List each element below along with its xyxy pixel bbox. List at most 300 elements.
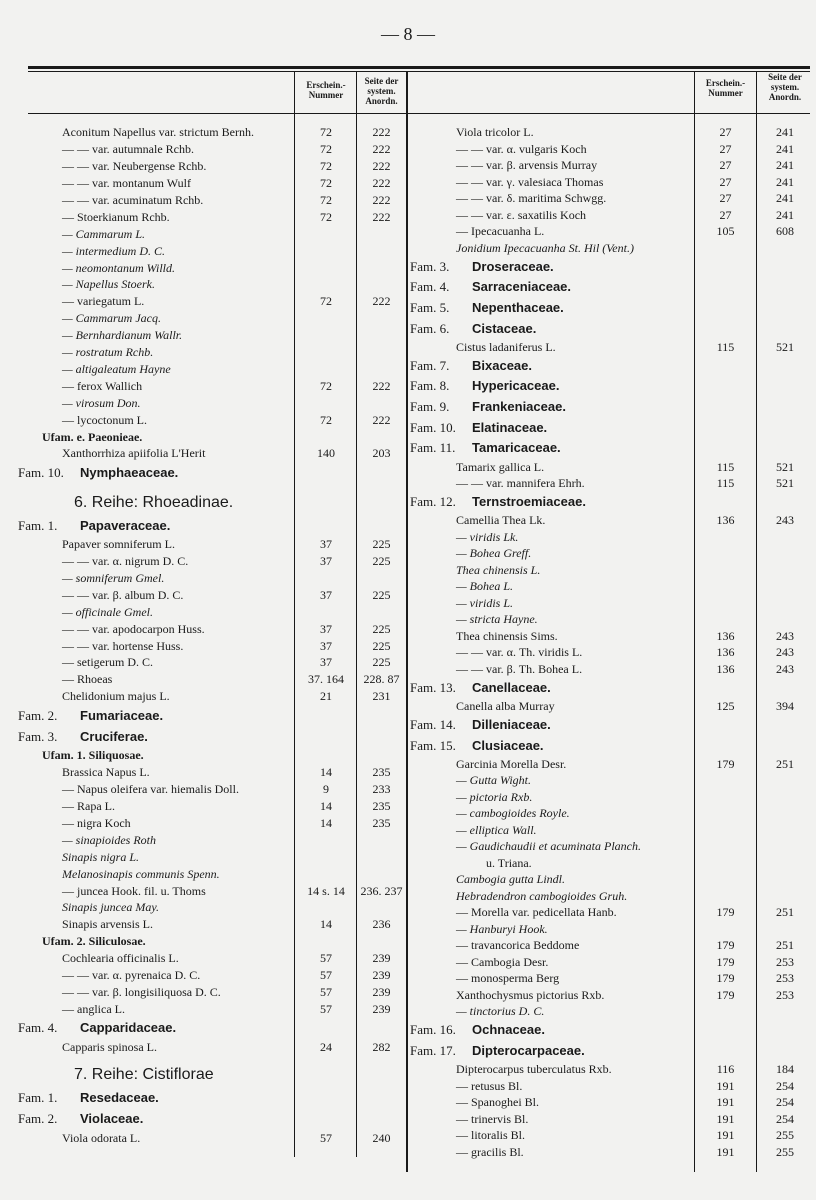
species-name: Garcinia Morella Desr. — [456, 756, 567, 771]
family-number: Fam. 3. — [18, 728, 58, 744]
system-page: 222 — [372, 378, 391, 393]
system-page: 394 — [776, 698, 794, 713]
species-entry — [0, 1127, 816, 1143]
appearance-number: 179 — [716, 756, 735, 771]
species-name: Cambogia gutta Lindl. — [456, 872, 566, 887]
species-entry — [0, 475, 816, 491]
family-name: Canellaceae. — [472, 679, 551, 695]
species-name: Brassica Napus L. — [62, 765, 150, 780]
appearance-number: 179 — [716, 905, 735, 920]
species-name: — — var. hortense Huss. — [62, 638, 184, 653]
species-name: — — var. α. vulgaris Koch — [456, 141, 587, 156]
system-page: 236. 237 — [360, 883, 403, 898]
system-page: 253 — [776, 971, 794, 986]
system-page: 239 — [372, 984, 391, 999]
system-page: 222 — [372, 193, 391, 208]
appearance-number: 37. 164 — [308, 672, 344, 687]
family-heading — [410, 398, 688, 416]
appearance-number: 105 — [716, 224, 735, 239]
species-entry — [0, 698, 816, 714]
species-name: — Ipecacuanha L. — [456, 224, 545, 239]
subfamily-name: Ufam. 2. Siliculosae. — [42, 934, 146, 949]
species-name: — elliptica Wall. — [456, 822, 537, 837]
species-name: — officinale Gmel. — [62, 604, 153, 619]
appearance-number: 191 — [716, 1128, 735, 1143]
species-entry — [0, 1094, 816, 1110]
system-page: 228. 87 — [363, 672, 400, 687]
appearance-number: 14 — [320, 917, 332, 932]
species-name: — — var. γ. valesiaca Thomas — [456, 174, 604, 189]
subfamily-name: Ufam. e. Paeonieae. — [42, 429, 143, 444]
species-name: — viridis Lk. — [456, 529, 519, 544]
family-name: Papaveraceae. — [80, 517, 171, 533]
appearance-number: 72 — [320, 378, 332, 393]
family-number: Fam. 4. — [410, 279, 450, 295]
family-heading — [410, 439, 688, 457]
family-heading — [410, 278, 688, 296]
system-page: 241 — [776, 125, 794, 140]
family-name: Cistaceae. — [472, 320, 537, 336]
species-entry — [0, 595, 816, 611]
species-name: — — var. α. Th. viridis L. — [456, 645, 583, 660]
appearance-number: 14 — [320, 765, 332, 780]
species-name: Jonidium Ipecacuanha St. Hil (Vent.) — [456, 240, 634, 255]
system-page: 253 — [776, 987, 794, 1002]
species-name: — cambogioides Royle. — [456, 806, 570, 821]
species-entry — [0, 174, 816, 190]
system-page: 255 — [776, 1128, 794, 1143]
species-entry — [0, 124, 816, 140]
species-name: — travancorica Beddome — [456, 938, 580, 953]
system-page: 235 — [372, 799, 391, 814]
species-entry — [0, 954, 816, 970]
appearance-number: 27 — [719, 191, 732, 206]
family-number: Fam. 16. — [410, 1022, 456, 1038]
family-name: Ternstroemiaceae. — [472, 493, 586, 509]
appearance-number: 72 — [320, 176, 332, 191]
system-page: 239 — [372, 1001, 391, 1016]
species-entry — [0, 578, 816, 594]
species-name: — Cammarum Jacq. — [62, 311, 161, 326]
family-number: Fam. 6. — [410, 320, 450, 336]
family-heading — [410, 357, 688, 375]
species-name: Viola odorata L. — [62, 1130, 141, 1145]
appearance-number: 72 — [320, 209, 332, 224]
appearance-number: 179 — [716, 971, 735, 986]
appearance-number: 72 — [320, 412, 332, 427]
family-heading — [410, 1042, 688, 1060]
species-name: — stricta Hayne. — [456, 612, 538, 627]
appearance-number: 125 — [716, 698, 735, 713]
family-number: Fam. 10. — [18, 464, 64, 480]
appearance-number: 27 — [719, 207, 732, 222]
family-name: Frankeniaceae. — [472, 399, 566, 415]
system-page: 521 — [776, 459, 794, 474]
family-number: Fam. 17. — [410, 1042, 456, 1058]
family-name: Cruciferae. — [80, 728, 148, 744]
family-number: Fam. 5. — [410, 299, 450, 315]
family-name: Capparidaceae. — [80, 1020, 177, 1036]
appearance-number: 9 — [323, 782, 329, 797]
species-name: — Napus oleifera var. hiemalis Doll. — [62, 782, 239, 797]
species-name: — — var. Neubergense Rchb. — [62, 159, 207, 174]
species-name: — — var. β. longisiliquosa D. C. — [62, 984, 221, 999]
species-name: Cochlearia officinalis L. — [62, 951, 179, 966]
appearance-number: 136 — [716, 628, 735, 643]
species-entry — [0, 644, 816, 660]
family-heading — [410, 716, 688, 734]
system-page: 225 — [372, 621, 391, 636]
species-name: — tinctorius D. C. — [456, 1004, 545, 1019]
system-page: 225 — [372, 638, 391, 653]
species-name: — Rapa L. — [62, 799, 115, 814]
system-page: 241 — [776, 174, 794, 189]
species-entry — [0, 921, 816, 937]
species-entry — [0, 512, 816, 528]
system-page: 222 — [372, 294, 391, 309]
species-entry — [0, 871, 816, 887]
system-page: 222 — [372, 176, 391, 191]
system-page: 243 — [776, 661, 794, 676]
species-name: — retusus Bl. — [456, 1078, 523, 1093]
family-name: Sarraceniaceae. — [472, 279, 572, 295]
appearance-number: 37 — [320, 587, 332, 602]
species-entry — [0, 855, 816, 871]
appearance-number: 57 — [320, 984, 332, 999]
species-name: Xanthochysmus pictorius Rxb. — [456, 987, 605, 1002]
appearance-number: 37 — [320, 537, 332, 552]
appearance-number: 37 — [320, 655, 332, 670]
species-entry — [0, 378, 816, 394]
family-number: Fam. 2. — [18, 707, 58, 723]
species-name: — virosum Don. — [62, 395, 141, 410]
appearance-number: 191 — [716, 1111, 735, 1126]
species-entry — [0, 1003, 816, 1019]
system-page: 282 — [372, 1039, 391, 1054]
species-name: — Bohea Greff. — [456, 546, 532, 561]
species-entry — [0, 838, 816, 854]
system-page: 203 — [372, 446, 391, 461]
appearance-number: 72 — [320, 142, 332, 157]
appearance-number: 37 — [320, 554, 332, 569]
family-name: Violaceae. — [80, 1111, 144, 1127]
species-name: — somniferum Gmel. — [62, 570, 165, 585]
species-entry — [0, 1111, 816, 1127]
species-name: — rostratum Rchb. — [62, 345, 154, 360]
species-name: Tamarix gallica L. — [456, 459, 545, 474]
system-page: 231 — [372, 689, 391, 704]
page-number: — 8 — — [381, 24, 435, 44]
species-name: — variegatum L. — [62, 294, 145, 309]
system-page: 239 — [372, 967, 391, 982]
species-name: Dipterocarpus tuberculatus Rxb. — [456, 1062, 612, 1077]
family-name: Fumariaceae. — [80, 707, 164, 723]
appearance-number: 191 — [716, 1144, 735, 1159]
appearance-number: 57 — [320, 967, 332, 982]
system-page: 225 — [372, 587, 391, 602]
species-name: — litoralis Bl. — [456, 1128, 525, 1143]
species-name: — Gaudichaudii et acuminata Planch. — [456, 839, 641, 854]
species-name: Hebradendron cambogioides Gruh. — [456, 888, 628, 903]
appearance-number: 72 — [320, 193, 332, 208]
species-entry — [0, 904, 816, 920]
species-name: — altigaleatum Hayne — [62, 361, 171, 376]
system-page: 222 — [372, 412, 391, 427]
species-entry — [0, 611, 816, 627]
appearance-number: 140 — [317, 446, 335, 461]
species-name: — — var. apodocarpon Huss. — [62, 621, 205, 636]
species-name: Papaver somniferum L. — [62, 537, 175, 552]
species-name: Canella alba Murray — [456, 698, 555, 713]
species-name: — nigra Koch — [62, 815, 131, 830]
species-entry — [0, 157, 816, 173]
species-entry — [0, 207, 816, 223]
species-name: — juncea Hook. fil. u. Thoms — [62, 883, 206, 898]
appearance-number: 14 — [320, 799, 332, 814]
appearance-number: 37 — [320, 638, 332, 653]
system-page: 243 — [776, 513, 794, 528]
species-entry — [0, 628, 816, 644]
family-heading — [410, 1021, 688, 1039]
family-name: Droseraceae. — [472, 258, 554, 274]
species-entry — [0, 1061, 816, 1077]
appearance-number: 191 — [716, 1078, 735, 1093]
species-name: — setigerum D. C. — [62, 655, 153, 670]
species-name: Camellia Thea Lk. — [456, 513, 546, 528]
header-right-num: Erschein.- Nummer — [705, 78, 746, 98]
system-page: 222 — [372, 142, 391, 157]
species-entry — [0, 822, 816, 838]
appearance-number: 179 — [716, 938, 735, 953]
species-entry — [0, 529, 816, 545]
family-number: Fam. 12. — [410, 493, 456, 509]
species-entry — [0, 756, 816, 772]
appearance-number: 37 — [320, 621, 332, 636]
appearance-number: 14 s. 14 — [307, 883, 345, 898]
species-entry — [0, 361, 816, 377]
species-entry — [0, 789, 816, 805]
appearance-number: 115 — [716, 459, 735, 474]
family-heading — [410, 679, 688, 697]
species-entry — [0, 661, 816, 677]
header-right-seite: Seite der system. Anordn. — [768, 72, 802, 102]
family-name: Tamaricaceae. — [472, 440, 561, 456]
species-name: — — var. β. arvensis Murray — [456, 158, 598, 173]
system-page: 225 — [372, 655, 391, 670]
family-number: Fam. 9. — [410, 399, 450, 415]
species-entry — [0, 459, 816, 475]
family-number: Fam. 1. — [18, 1089, 58, 1105]
species-name: — anglica L. — [62, 1001, 125, 1016]
family-number: Fam. 10. — [410, 419, 456, 435]
species-name: Sinapis nigra L. — [62, 849, 140, 864]
species-entry — [0, 888, 816, 904]
system-page: 243 — [776, 628, 794, 643]
header-left-num: Erschein.- Nummer — [306, 80, 346, 100]
species-entry — [0, 339, 816, 355]
species-name: — trinervis Bl. — [456, 1111, 529, 1126]
species-name: — — var. autumnale Rchb. — [62, 142, 194, 157]
species-name: — — var. ε. saxatilis Koch — [456, 207, 587, 222]
species-name: Sinapis juncea May. — [62, 900, 159, 915]
species-name: — — var. β. album D. C. — [62, 587, 184, 602]
family-number: Fam. 2. — [18, 1111, 58, 1127]
appearance-number: 27 — [719, 125, 732, 140]
system-page: 222 — [372, 159, 391, 174]
family-number: Fam. 8. — [410, 378, 450, 394]
species-name: — viridis L. — [456, 595, 514, 610]
species-entry — [0, 293, 816, 309]
species-name: Sinapis arvensis L. — [62, 917, 153, 932]
species-name: Cistus ladaniferus L. — [456, 339, 556, 354]
system-page: 235 — [372, 815, 391, 830]
species-entry — [0, 1144, 816, 1160]
species-name: Aconitum Napellus var. strictum Bernh. — [62, 125, 254, 140]
system-page: 184 — [776, 1062, 794, 1077]
appearance-number: 191 — [716, 1095, 735, 1110]
species-name: — neomontanum Willd. — [62, 260, 175, 275]
family-name: Hypericaceae. — [472, 378, 560, 394]
system-page: 239 — [372, 951, 391, 966]
family-name: Nepenthaceae. — [472, 299, 564, 315]
species-entry — [0, 395, 816, 411]
family-heading — [410, 258, 688, 276]
species-entry — [0, 937, 816, 953]
species-entry — [0, 987, 816, 1003]
species-name: — — var. acuminatum Rchb. — [62, 193, 204, 208]
appearance-number: 115 — [716, 476, 735, 491]
species-name: — ferox Wallich — [62, 378, 143, 393]
species-name: — lycoctonum L. — [62, 412, 147, 427]
species-name: — Cammarum L. — [62, 226, 146, 241]
system-page: 225 — [372, 554, 391, 569]
appearance-number: 27 — [719, 141, 732, 156]
system-page: 521 — [776, 339, 794, 354]
family-name: Nymphaeaceae. — [80, 464, 179, 480]
system-page: 241 — [776, 191, 794, 206]
subfamily-entry — [0, 429, 816, 445]
appearance-number: 179 — [716, 954, 735, 969]
system-page: 235 — [372, 765, 391, 780]
species-name: Thea chinensis Sims. — [456, 628, 558, 643]
species-name: — Spanoghei Bl. — [456, 1095, 539, 1110]
species-name: — — var. β. Th. Bohea L. — [456, 661, 583, 676]
family-name: Ochnaceae. — [472, 1022, 545, 1038]
species-name: — pictoria Rxb. — [456, 789, 533, 804]
family-heading — [410, 377, 688, 395]
top-rule-thin — [28, 71, 810, 72]
species-entry — [0, 141, 816, 157]
species-name: Melanosinapis communis Spenn. — [62, 866, 220, 881]
family-name: Dipterocarpaceae. — [472, 1042, 585, 1058]
appearance-number: 57 — [320, 1001, 332, 1016]
family-name: Elatinaceae. — [472, 419, 548, 435]
species-entry — [0, 223, 816, 239]
species-name: — Hanburyi Hook. — [456, 921, 548, 936]
species-name: — Gutta Wight. — [456, 773, 532, 788]
species-entry — [0, 310, 816, 326]
family-number: Fam. 3. — [410, 258, 450, 274]
family-number: Fam. 11. — [410, 440, 456, 456]
family-number: Fam. 13. — [410, 679, 456, 695]
species-name: Viola tricolor L. — [456, 125, 534, 140]
species-name: — — var. α. nigrum D. C. — [62, 554, 189, 569]
system-page: 222 — [372, 125, 391, 140]
appearance-number: 27 — [719, 158, 732, 173]
species-entry — [0, 1078, 816, 1094]
family-number: Fam. 7. — [410, 357, 450, 373]
system-page: 254 — [776, 1095, 794, 1110]
system-page: 241 — [776, 158, 794, 173]
species-name: Chelidonium majus L. — [62, 689, 170, 704]
species-entry — [0, 276, 816, 295]
species-name: — Bernhardianum Wallr. — [62, 328, 183, 343]
species-name: — monosperma Berg — [456, 971, 560, 986]
species-entry — [0, 772, 816, 788]
family-heading — [410, 493, 688, 511]
species-entry — [0, 562, 816, 578]
appearance-number: 27 — [719, 174, 732, 189]
appearance-number: 179 — [716, 987, 735, 1002]
family-number: Fam. 14. — [410, 716, 456, 732]
species-name: — gracilis Bl. — [456, 1144, 524, 1159]
system-page: 251 — [776, 756, 794, 771]
system-page: 254 — [776, 1111, 794, 1126]
family-heading — [18, 1019, 290, 1037]
appearance-number: 72 — [320, 125, 332, 140]
appearance-number: 14 — [320, 815, 332, 830]
system-page: 521 — [776, 476, 794, 491]
header-left-seite: Seite der system. Anordn. — [364, 76, 399, 106]
appearance-number: 116 — [716, 1062, 735, 1077]
system-page: 236 — [372, 917, 391, 932]
species-entry — [0, 1039, 816, 1055]
species-name: Thea chinensis L. — [456, 562, 541, 577]
species-entry — [0, 805, 816, 821]
appearance-number: 57 — [320, 1130, 332, 1145]
appearance-number: 136 — [716, 513, 735, 528]
system-page: 240 — [372, 1130, 391, 1145]
species-name: — Stoerkianum Rchb. — [62, 209, 170, 224]
species-name: Capparis spinosa L. — [62, 1039, 157, 1054]
family-name: Clusiaceae. — [472, 737, 544, 753]
appearance-number: 115 — [716, 339, 735, 354]
system-page: 251 — [776, 938, 794, 953]
species-name: — — var. mannifera Ehrh. — [456, 476, 585, 491]
family-number: Fam. 15. — [410, 737, 456, 753]
family-heading — [410, 320, 688, 338]
appearance-number: 136 — [716, 661, 735, 676]
appearance-number: 21 — [320, 689, 332, 704]
species-name: Xanthorrhiza apiifolia L'Herit — [62, 446, 206, 461]
family-name: Bixaceae. — [472, 357, 532, 373]
species-entry — [0, 240, 816, 256]
species-entry — [0, 970, 816, 986]
family-number: Fam. 4. — [18, 1020, 58, 1036]
system-page: 255 — [776, 1144, 794, 1159]
family-heading — [18, 728, 290, 746]
appearance-number: 136 — [716, 645, 735, 660]
subfamily-name: Ufam. 1. Siliquosae. — [42, 748, 144, 763]
header-bottom-rule — [28, 113, 810, 114]
system-page: 241 — [776, 207, 794, 222]
species-entry — [0, 260, 816, 276]
species-name: — Cambogia Desr. — [456, 954, 549, 969]
species-name: — sinapioides Roth — [62, 832, 157, 847]
system-page: 608 — [776, 224, 794, 239]
family-heading — [410, 737, 688, 755]
system-page: 225 — [372, 537, 391, 552]
